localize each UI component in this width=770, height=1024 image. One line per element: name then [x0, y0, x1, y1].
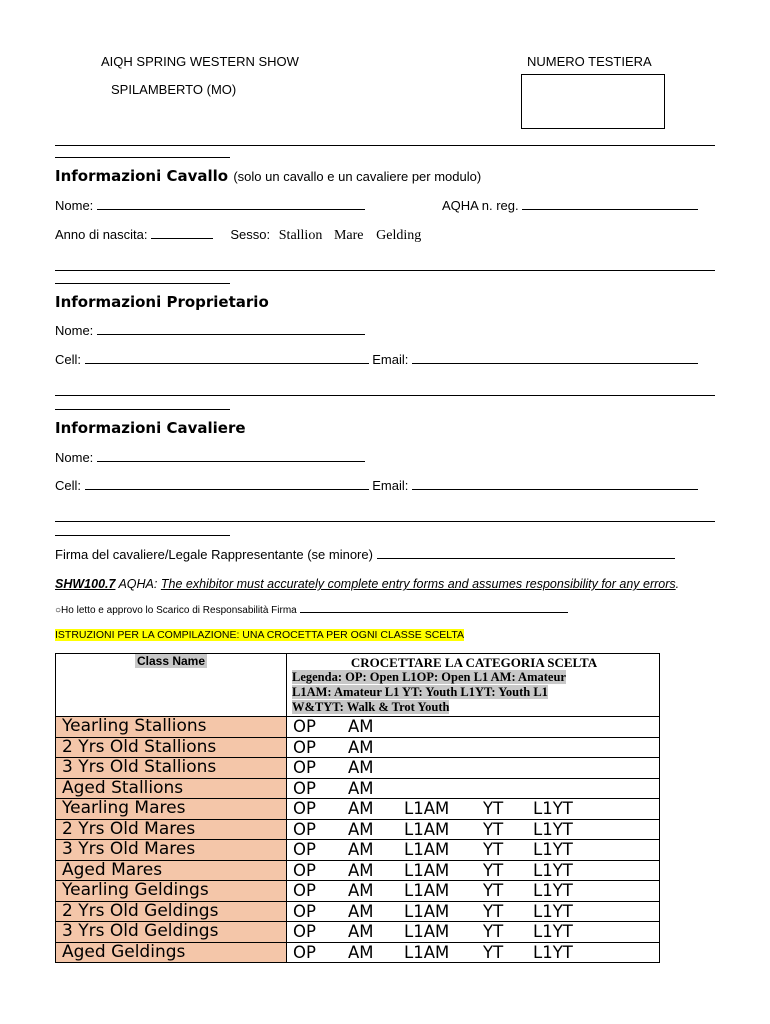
category-option-yt[interactable]: YT	[483, 881, 504, 900]
category-option-op[interactable]: OP	[293, 799, 316, 818]
aqha-reg-label: AQHA n. reg.	[442, 198, 519, 213]
category-option-yt[interactable]: YT	[483, 942, 504, 962]
show-title: AIQH SPRING WESTERN SHOW	[101, 54, 299, 69]
category-option-l1am[interactable]: L1AM	[404, 819, 450, 839]
category-cell	[287, 778, 660, 799]
category-option-am[interactable]: AM	[348, 717, 374, 736]
category-option-l1yt[interactable]: L1YT	[533, 840, 573, 859]
waiver-row	[55, 604, 568, 616]
rule-text: The exhibitor must accurately complete entry forms and assumes responsibility for any errors	[160, 577, 676, 591]
category-option-am[interactable]: AM	[348, 901, 374, 921]
class-name-cell: Yearling Stallions	[56, 717, 287, 738]
category-option-yt[interactable]: YT	[483, 819, 504, 839]
rule-end: .	[675, 577, 680, 591]
rider-cell-field[interactable]	[85, 478, 369, 490]
divider-short	[55, 157, 230, 158]
category-option-am[interactable]: AM	[348, 799, 374, 818]
category-option-l1yt[interactable]: L1YT	[533, 942, 573, 962]
signature-field[interactable]	[377, 547, 675, 559]
class-name-cell: Aged Geldings	[56, 942, 287, 963]
table-row	[56, 737, 660, 758]
category-option-l1yt[interactable]: L1YT	[533, 881, 573, 900]
category-option-yt[interactable]: YT	[483, 922, 504, 941]
category-header-title: CROCETTARE LA CATEGORIA SCELTA	[350, 655, 598, 670]
category-option-l1am[interactable]: L1AM	[404, 881, 450, 900]
category-cell	[287, 840, 660, 861]
category-cell	[287, 942, 660, 963]
category-cell	[287, 901, 660, 922]
class-name-cell: Aged Mares	[56, 860, 287, 881]
category-cell	[287, 922, 660, 943]
category-option-op[interactable]: OP	[293, 840, 316, 859]
horse-name-label: Nome:	[55, 198, 94, 213]
birth-year-label: Anno di nascita:	[55, 227, 148, 242]
rider-email-label: Email:	[372, 478, 409, 493]
rider-name-label: Nome:	[55, 450, 94, 465]
divider-short	[55, 283, 230, 284]
divider-short	[55, 409, 230, 410]
rider-name-row	[55, 450, 365, 465]
aqha-reg-row	[442, 198, 698, 213]
sex-option-mare[interactable]: Mare	[333, 228, 364, 243]
category-option-op[interactable]: OP	[293, 860, 316, 880]
signature-row	[55, 547, 675, 562]
class-table	[55, 653, 660, 963]
category-option-l1yt[interactable]: L1YT	[533, 819, 573, 839]
category-cell	[287, 860, 660, 881]
divider-short	[55, 535, 230, 536]
class-name-header	[56, 654, 287, 717]
table-row	[56, 758, 660, 779]
table-row	[56, 819, 660, 840]
category-option-am[interactable]: AM	[348, 942, 374, 962]
numero-testiera-label: NUMERO TESTIERA	[527, 54, 652, 69]
category-option-op[interactable]: OP	[293, 758, 316, 777]
category-cell	[287, 881, 660, 902]
category-option-l1am[interactable]: L1AM	[404, 860, 450, 880]
rider-contact-row	[55, 478, 698, 493]
owner-cell-field[interactable]	[85, 352, 369, 364]
category-cell	[287, 819, 660, 840]
table-header-row	[56, 654, 660, 717]
class-name-cell: 3 Yrs Old Mares	[56, 840, 287, 861]
category-option-yt[interactable]: YT	[483, 901, 504, 921]
table-row	[56, 860, 660, 881]
owner-contact-row	[55, 352, 698, 367]
legend-line: Legenda: OP: Open L1OP: Open L1 AM: Amateur	[292, 670, 566, 684]
category-cell	[287, 717, 660, 738]
class-name-header-text: Class Name	[136, 654, 206, 668]
owner-email-label: Email:	[372, 352, 409, 367]
category-option-op[interactable]: OP	[293, 819, 316, 839]
rider-cell-label: Cell:	[55, 478, 82, 493]
category-option-am[interactable]: AM	[348, 819, 374, 839]
class-name-cell: Aged Stallions	[56, 778, 287, 799]
signature-label: Firma del cavaliere/Legale Rappresentante (se minore)	[55, 547, 373, 562]
horse-heading-note: (solo un cavallo e un cavaliere per modulo)	[233, 169, 482, 184]
owner-email-field[interactable]	[412, 352, 698, 364]
horse-section-heading	[55, 167, 481, 185]
class-name-cell: 2 Yrs Old Stallions	[56, 737, 287, 758]
category-option-op[interactable]: OP	[293, 737, 316, 757]
instructions-highlight: ISTRUZIONI PER LA COMPILAZIONE: UNA CROCETTA PER OGNI CLASSE SCELTA	[55, 629, 464, 641]
category-option-op[interactable]: OP	[293, 922, 316, 941]
sex-label: Sesso:	[230, 227, 271, 242]
horse-name-row	[55, 198, 365, 213]
divider	[55, 395, 715, 396]
table-row	[56, 778, 660, 799]
divider	[55, 145, 715, 146]
rider-section-heading: Informazioni Cavaliere	[55, 419, 246, 437]
aqha-rule	[55, 577, 679, 591]
rule-org: AQHA:	[118, 577, 158, 591]
category-option-am[interactable]: AM	[348, 778, 374, 798]
category-option-am[interactable]: AM	[348, 737, 374, 757]
category-option-op[interactable]: OP	[293, 901, 316, 921]
divider	[55, 521, 715, 522]
class-name-cell: Yearling Geldings	[56, 881, 287, 902]
category-option-yt[interactable]: YT	[483, 799, 504, 818]
table-row	[56, 922, 660, 943]
category-option-l1yt[interactable]: L1YT	[533, 901, 573, 921]
category-cell	[287, 799, 660, 820]
category-cell	[287, 758, 660, 779]
rider-name-field[interactable]	[97, 450, 365, 462]
table-row	[56, 942, 660, 963]
waiver-checkbox-icon[interactable]: ○	[55, 605, 62, 616]
waiver-text: Ho letto e approvo lo Scarico di Responsabilità Firma	[61, 605, 297, 616]
legend-line: L1AM: Amateur L1 YT: Youth L1YT: Youth L1	[292, 685, 548, 699]
class-name-cell: 3 Yrs Old Stallions	[56, 758, 287, 779]
waiver-signature-field[interactable]	[300, 604, 568, 613]
owner-name-row	[55, 323, 365, 338]
table-row	[56, 901, 660, 922]
rider-email-field[interactable]	[412, 478, 698, 490]
owner-name-field[interactable]	[97, 323, 365, 335]
owner-name-label: Nome:	[55, 323, 94, 338]
category-option-l1yt[interactable]: L1YT	[533, 860, 573, 880]
category-option-l1am[interactable]: L1AM	[404, 922, 450, 941]
table-row	[56, 717, 660, 738]
sex-option-stallion[interactable]: Stallion	[278, 228, 323, 243]
category-cell	[287, 737, 660, 758]
show-location: SPILAMBERTO (MO)	[111, 82, 237, 97]
table-row	[56, 799, 660, 820]
divider	[55, 270, 715, 271]
category-option-l1am[interactable]: L1AM	[404, 799, 450, 818]
category-option-op[interactable]: OP	[293, 778, 316, 798]
category-header	[287, 654, 660, 717]
category-option-l1am[interactable]: L1AM	[404, 942, 450, 962]
category-option-am[interactable]: AM	[348, 860, 374, 880]
rule-code: SHW100.7	[55, 577, 116, 591]
class-name-cell: 2 Yrs Old Mares	[56, 819, 287, 840]
category-option-l1yt[interactable]: L1YT	[533, 922, 573, 941]
class-name-cell: Yearling Mares	[56, 799, 287, 820]
category-option-yt[interactable]: YT	[483, 840, 504, 859]
legend-line: W&TYT: Walk & Trot Youth	[292, 700, 450, 714]
horse-heading-text: Informazioni Cavallo	[55, 167, 229, 185]
category-option-yt[interactable]: YT	[483, 860, 504, 880]
class-name-cell: 3 Yrs Old Geldings	[56, 922, 287, 943]
category-option-l1am[interactable]: L1AM	[404, 901, 450, 921]
sex-option-gelding[interactable]: Gelding	[376, 228, 422, 243]
owner-section-heading: Informazioni Proprietario	[55, 293, 269, 311]
birth-sex-row	[55, 227, 421, 244]
category-option-l1yt[interactable]: L1YT	[533, 799, 573, 818]
numero-testiera-box[interactable]	[521, 74, 665, 129]
aqha-reg-field[interactable]	[522, 198, 698, 210]
owner-cell-label: Cell:	[55, 352, 82, 367]
category-option-am[interactable]: AM	[348, 922, 374, 941]
category-option-op[interactable]: OP	[293, 717, 316, 736]
horse-name-field[interactable]	[97, 198, 365, 210]
category-option-op[interactable]: OP	[293, 942, 316, 962]
table-row	[56, 840, 660, 861]
birth-year-field[interactable]	[151, 227, 213, 239]
category-option-am[interactable]: AM	[348, 881, 374, 900]
category-option-l1am[interactable]: L1AM	[404, 840, 450, 859]
category-option-am[interactable]: AM	[348, 758, 374, 777]
category-option-am[interactable]: AM	[348, 840, 374, 859]
class-name-cell: 2 Yrs Old Geldings	[56, 901, 287, 922]
category-option-op[interactable]: OP	[293, 881, 316, 900]
table-row	[56, 881, 660, 902]
